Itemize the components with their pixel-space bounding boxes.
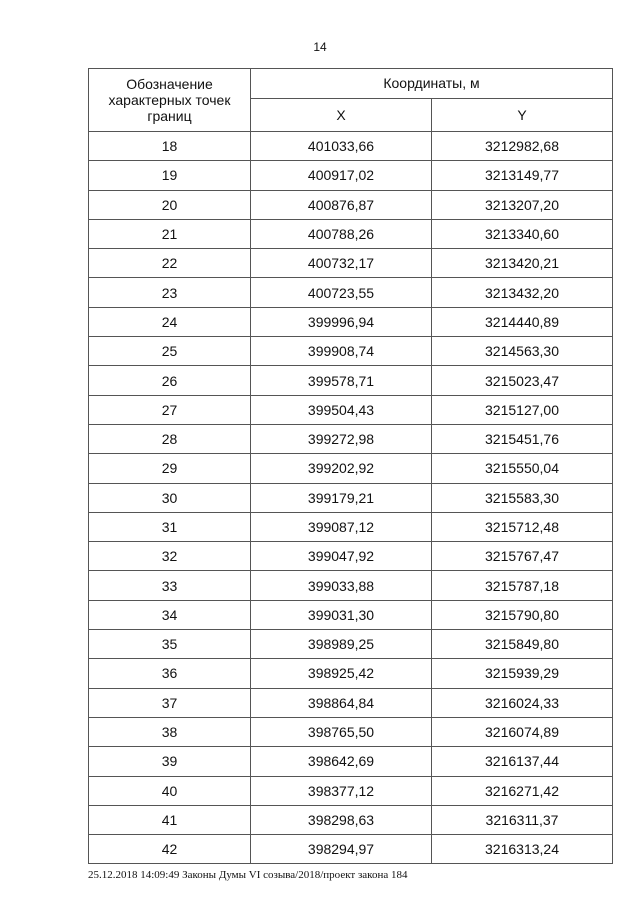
table-row	[89, 337, 613, 366]
y-cell: 3213432,20	[432, 278, 613, 307]
point-cell: 39	[89, 747, 251, 776]
table-row	[89, 835, 613, 864]
table-row	[89, 483, 613, 512]
x-cell: 398925,42	[251, 659, 432, 688]
y-cell: 3213149,77	[432, 161, 613, 190]
point-cell: 25	[89, 337, 251, 366]
x-cell: 400876,87	[251, 190, 432, 219]
point-cell: 33	[89, 571, 251, 600]
table-row	[89, 659, 613, 688]
x-cell: 400788,26	[251, 219, 432, 248]
table-row	[89, 688, 613, 717]
x-cell: 401033,66	[251, 132, 432, 161]
y-cell: 3215451,76	[432, 424, 613, 453]
point-cell: 38	[89, 717, 251, 746]
y-cell: 3214440,89	[432, 307, 613, 336]
coordinates-table	[88, 68, 613, 864]
table-row	[89, 512, 613, 541]
y-cell: 3212982,68	[432, 132, 613, 161]
point-cell: 36	[89, 659, 251, 688]
x-cell: 398765,50	[251, 717, 432, 746]
y-cell: 3215127,00	[432, 395, 613, 424]
page-number: 14	[313, 40, 327, 54]
x-cell: 398294,97	[251, 835, 432, 864]
y-cell: 3215550,04	[432, 454, 613, 483]
y-cell: 3215790,80	[432, 600, 613, 629]
x-cell: 399202,92	[251, 454, 432, 483]
table-row	[89, 278, 613, 307]
table-row	[89, 776, 613, 805]
x-cell: 399047,92	[251, 542, 432, 571]
x-cell: 399908,74	[251, 337, 432, 366]
point-cell: 35	[89, 630, 251, 659]
point-cell: 31	[89, 512, 251, 541]
table-row	[89, 542, 613, 571]
x-column-header: X	[251, 98, 432, 131]
table-row	[89, 395, 613, 424]
y-cell: 3213207,20	[432, 190, 613, 219]
y-cell: 3215939,29	[432, 659, 613, 688]
point-cell: 27	[89, 395, 251, 424]
table-row	[89, 307, 613, 336]
x-cell: 399033,88	[251, 571, 432, 600]
y-cell: 3216024,33	[432, 688, 613, 717]
table-row	[89, 132, 613, 161]
point-cell: 24	[89, 307, 251, 336]
x-cell: 399504,43	[251, 395, 432, 424]
table-row	[89, 805, 613, 834]
point-cell: 32	[89, 542, 251, 571]
point-cell: 41	[89, 805, 251, 834]
point-cell: 42	[89, 835, 251, 864]
x-cell: 398377,12	[251, 776, 432, 805]
point-cell: 29	[89, 454, 251, 483]
x-cell: 399996,94	[251, 307, 432, 336]
table-row	[89, 161, 613, 190]
point-cell: 19	[89, 161, 251, 190]
y-cell: 3216271,42	[432, 776, 613, 805]
point-cell: 30	[89, 483, 251, 512]
y-cell: 3215583,30	[432, 483, 613, 512]
y-column-header: Y	[432, 98, 613, 131]
table-row	[89, 571, 613, 600]
point-cell: 18	[89, 132, 251, 161]
x-cell: 399272,98	[251, 424, 432, 453]
point-cell: 28	[89, 424, 251, 453]
y-cell: 3215787,18	[432, 571, 613, 600]
table-row	[89, 747, 613, 776]
y-cell: 3215023,47	[432, 366, 613, 395]
table-row	[89, 630, 613, 659]
x-cell: 399087,12	[251, 512, 432, 541]
y-cell: 3216311,37	[432, 805, 613, 834]
y-cell: 3215849,80	[432, 630, 613, 659]
point-cell: 23	[89, 278, 251, 307]
point-cell: 40	[89, 776, 251, 805]
point-cell: 34	[89, 600, 251, 629]
point-label-header: Обозначение характерных точек границ	[89, 69, 251, 132]
point-cell: 20	[89, 190, 251, 219]
coordinates-group-header: Координаты, м	[251, 69, 613, 99]
point-cell: 22	[89, 249, 251, 278]
y-cell: 3214563,30	[432, 337, 613, 366]
x-cell: 400917,02	[251, 161, 432, 190]
table-row	[89, 366, 613, 395]
point-cell: 21	[89, 219, 251, 248]
x-cell: 400723,55	[251, 278, 432, 307]
table-row	[89, 454, 613, 483]
x-cell: 399578,71	[251, 366, 432, 395]
y-cell: 3213420,21	[432, 249, 613, 278]
x-cell: 398298,63	[251, 805, 432, 834]
footer-note: 25.12.2018 14:09:49 Законы Думы VI созыва/2018/проект закона 184	[88, 869, 408, 881]
x-cell: 398989,25	[251, 630, 432, 659]
table-row	[89, 249, 613, 278]
point-cell: 37	[89, 688, 251, 717]
table-row	[89, 717, 613, 746]
y-cell: 3216313,24	[432, 835, 613, 864]
x-cell: 398864,84	[251, 688, 432, 717]
x-cell: 399179,21	[251, 483, 432, 512]
y-cell: 3213340,60	[432, 219, 613, 248]
x-cell: 398642,69	[251, 747, 432, 776]
y-cell: 3215767,47	[432, 542, 613, 571]
table-row	[89, 424, 613, 453]
x-cell: 399031,30	[251, 600, 432, 629]
table-row	[89, 190, 613, 219]
y-cell: 3215712,48	[432, 512, 613, 541]
y-cell: 3216137,44	[432, 747, 613, 776]
table-row	[89, 600, 613, 629]
table-row	[89, 219, 613, 248]
x-cell: 400732,17	[251, 249, 432, 278]
y-cell: 3216074,89	[432, 717, 613, 746]
point-cell: 26	[89, 366, 251, 395]
